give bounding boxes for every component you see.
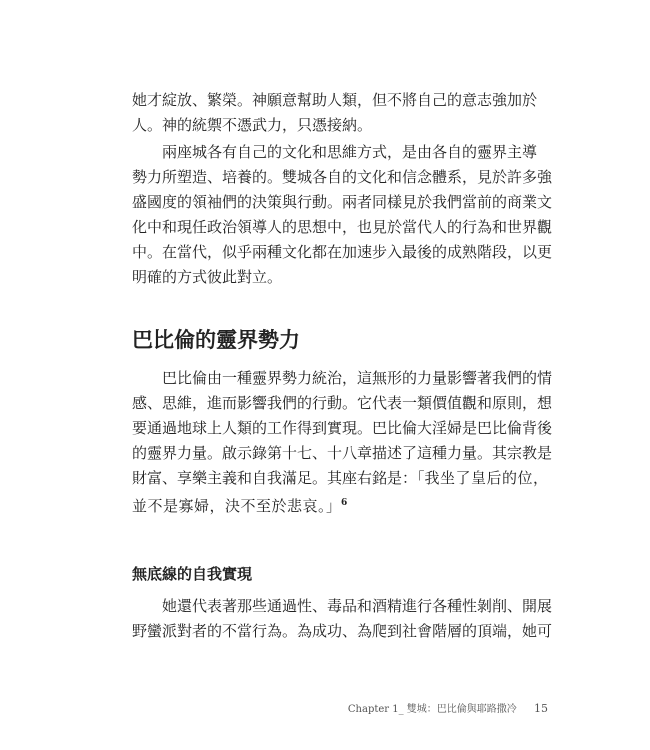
paragraph-two-cities bbox=[132, 140, 553, 290]
scripture-quote: 我坐了皇后的位， bbox=[424, 469, 549, 487]
text-line: 人。神的統禦不憑武力，只憑接納。 bbox=[132, 116, 373, 134]
text-run: 財富、享樂主義和自我滿足。其座右銘是：「 bbox=[132, 469, 425, 487]
scripture-quote: 並不是寡婦，決不至於悲哀。 bbox=[132, 497, 327, 515]
section-heading: 巴比倫的靈界勢力 bbox=[132, 327, 300, 352]
text-line: 勢力所塑造、培養的。雙城各自的文化和信念體系，見於許多強 bbox=[132, 168, 553, 186]
paragraph-continuation bbox=[132, 88, 538, 138]
text-line bbox=[132, 466, 549, 491]
text-line: 盛國度的領袖們的決策與行動。兩者同樣見於我們當前的商業文 bbox=[132, 193, 553, 211]
subsection-heading: 無底線的自我實現 bbox=[132, 565, 253, 583]
paragraph-babylon bbox=[132, 366, 553, 519]
page-number: 15 bbox=[534, 702, 548, 715]
footnote-marker: 6 bbox=[341, 498, 348, 508]
text-line: 兩座城各有自己的文化和思維方式，是由各自的靈界主導 bbox=[162, 143, 538, 161]
running-footer-chapter: Chapter 1_ 雙城：巴比倫與耶路撒冷 bbox=[347, 704, 517, 715]
text-line: 巴比倫由一種靈界勢力統治，這無形的力量影響著我們的情 bbox=[162, 369, 553, 387]
text-line: 中。在當代，似乎兩種文化都在加速步入最後的成熟階段，以更 bbox=[132, 243, 553, 261]
paragraph-self-realization bbox=[132, 594, 553, 644]
text-line: 的靈界力量。啟示錄第十七、十八章描述了這種力量。其宗教是 bbox=[132, 444, 553, 462]
text-line: 要通過地球上人類的工作得到實現。巴比倫大淫婦是巴比倫背後 bbox=[132, 419, 553, 437]
text-line: 她才綻放、繁榮。神願意幫助人類，但不將自己的意志強加於 bbox=[132, 91, 538, 109]
page-footer bbox=[348, 700, 548, 715]
text-line: 感、思維，進而影響我們的行動。它代表一類價值觀和原則，想 bbox=[132, 394, 553, 412]
text-line: 她還代表著那些通過性、毒品和酒精進行各種性剝削、開展 bbox=[162, 597, 553, 615]
quote-close: 」 bbox=[326, 497, 342, 515]
text-line bbox=[132, 491, 522, 519]
text-line: 化中和現任政治領導人的思想中，也見於當代人的行為和世界觀 bbox=[132, 218, 553, 236]
text-line: 野蠻派對者的不當行為。為成功、為爬到社會階層的頂端，她可 bbox=[132, 622, 553, 640]
text-line: 明確的方式彼此對立。 bbox=[132, 268, 283, 286]
